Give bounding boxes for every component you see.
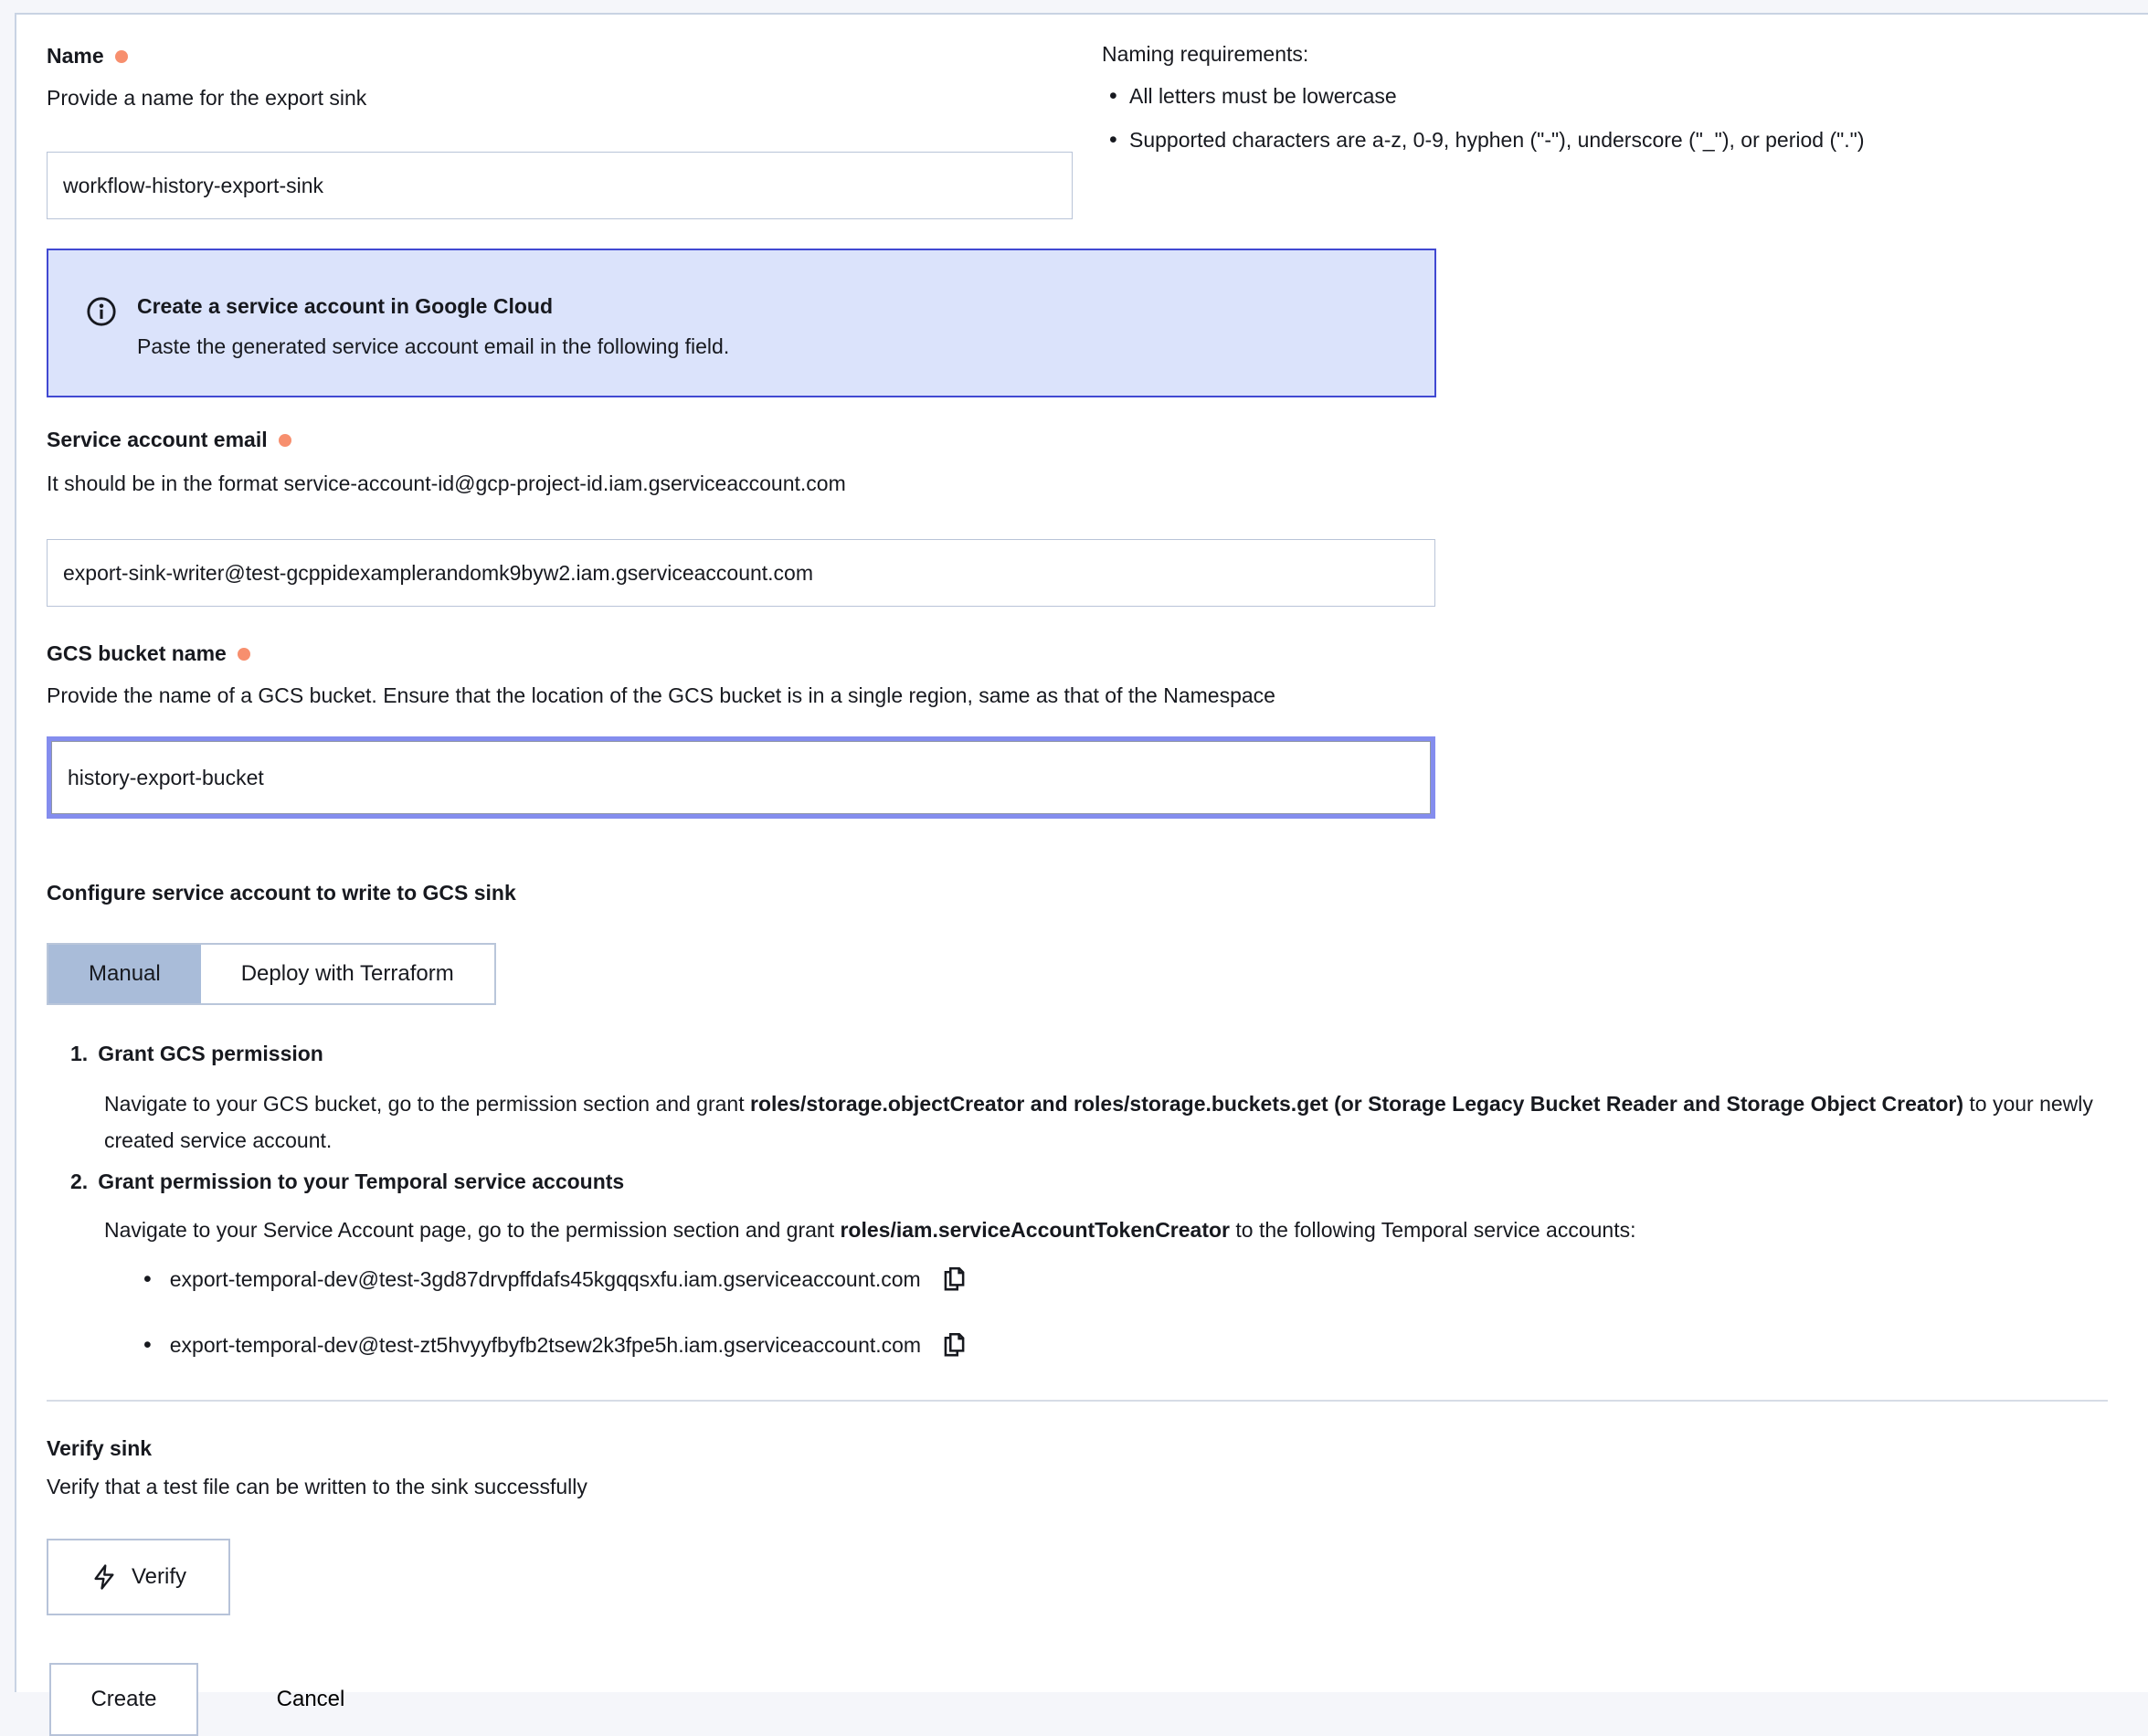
required-dot	[238, 648, 250, 661]
temporal-account-email: export-temporal-dev@test-3gd87drvpffdafs45kgqqsxfu.iam.gserviceaccount.com	[169, 1266, 921, 1291]
info-banner	[47, 249, 1436, 397]
step-2-title	[70, 1170, 624, 1194]
service-account-email-input[interactable]	[47, 539, 1435, 607]
bucket-label-text: GCS bucket name	[47, 641, 227, 665]
service-account-field-label	[47, 428, 291, 452]
step-2-body	[104, 1212, 2111, 1248]
bullet-dot: •	[143, 1331, 152, 1358]
export-sink-form-panel	[15, 13, 2148, 1711]
copy-icon[interactable]	[939, 1330, 968, 1360]
service-account-label-text: Service account email	[47, 428, 268, 451]
step-1-body-suffix: to your newly created service account.	[104, 1092, 2093, 1152]
info-banner-title: Create a service account in Google Cloud	[137, 294, 554, 318]
step-1-body-bold: roles/storage.objectCreator and roles/storage.buckets.get (or Storage Legacy Bucket Reader and Storage Object Creator)	[750, 1092, 1963, 1116]
required-dot	[115, 50, 128, 63]
step-1-title	[70, 1042, 323, 1066]
name-input[interactable]	[47, 152, 1073, 219]
copy-icon[interactable]	[939, 1265, 968, 1294]
required-dot	[279, 434, 291, 447]
name-label-text: Name	[47, 44, 104, 68]
step-2-body-prefix: Navigate to your Service Account page, go to the permission section and grant	[104, 1218, 841, 1242]
bullet-dot: •	[143, 1265, 152, 1292]
info-icon	[86, 296, 117, 327]
tab-deploy-with-terraform[interactable]: Deploy with Terraform	[201, 945, 494, 1003]
cancel-button[interactable]: Cancel	[247, 1663, 375, 1736]
name-field-description: Provide a name for the export sink	[47, 86, 367, 110]
temporal-account-row	[143, 1330, 968, 1360]
naming-requirement-item: • Supported characters are a-z, 0-9, hyphen ("-"), underscore ("_"), or period (".")	[1102, 125, 2125, 155]
info-banner-body: Paste the generated service account email in the following field.	[137, 334, 730, 358]
step-2-body-suffix: to the following Temporal service accounts:	[1230, 1218, 1636, 1242]
configure-section-heading: Configure service account to write to GCS sink	[47, 881, 516, 905]
bucket-field-label	[47, 641, 250, 666]
step-1-body	[104, 1085, 2111, 1159]
verify-section-description: Verify that a test file can be written to the sink successfully	[47, 1475, 587, 1498]
step-2-title-text: Grant permission to your Temporal service accounts	[98, 1170, 625, 1193]
section-divider	[47, 1400, 2108, 1402]
step-1-body-prefix: Navigate to your GCS bucket, go to the permission section and grant	[104, 1092, 750, 1116]
verify-button-label: Verify	[131, 1564, 187, 1589]
naming-requirements	[1102, 42, 2125, 169]
naming-requirements-title: Naming requirements:	[1102, 42, 1309, 66]
bucket-field-description: Provide the name of a GCS bucket. Ensure that the location of the GCS bucket is in a single region, same as that of the Namespace	[47, 683, 1275, 707]
step-2-number: 2.	[70, 1170, 89, 1193]
lightning-icon	[90, 1563, 118, 1591]
naming-requirement-item: • All letters must be lowercase	[1102, 81, 2125, 111]
verify-button[interactable]	[47, 1539, 230, 1615]
temporal-account-email: export-temporal-dev@test-zt5hvyyfbyfb2tsew2k3fpe5h.iam.gserviceaccount.com	[169, 1332, 922, 1357]
step-1-title-text: Grant GCS permission	[98, 1042, 323, 1065]
verify-section-heading: Verify sink	[47, 1436, 153, 1460]
naming-requirements-list	[1102, 81, 2125, 155]
configure-tab-group	[47, 943, 496, 1005]
service-account-field-description: It should be in the format service-account-id@gcp-project-id.iam.gserviceaccount.com	[47, 471, 846, 495]
create-button[interactable]: Create	[49, 1663, 198, 1736]
step-1-number: 1.	[70, 1042, 89, 1065]
name-field-label	[47, 44, 128, 69]
gcs-bucket-name-input[interactable]	[51, 741, 1431, 814]
temporal-account-row	[143, 1265, 968, 1294]
tab-manual[interactable]: Manual	[48, 945, 201, 1003]
step-2-body-bold: roles/iam.serviceAccountTokenCreator	[840, 1218, 1230, 1242]
